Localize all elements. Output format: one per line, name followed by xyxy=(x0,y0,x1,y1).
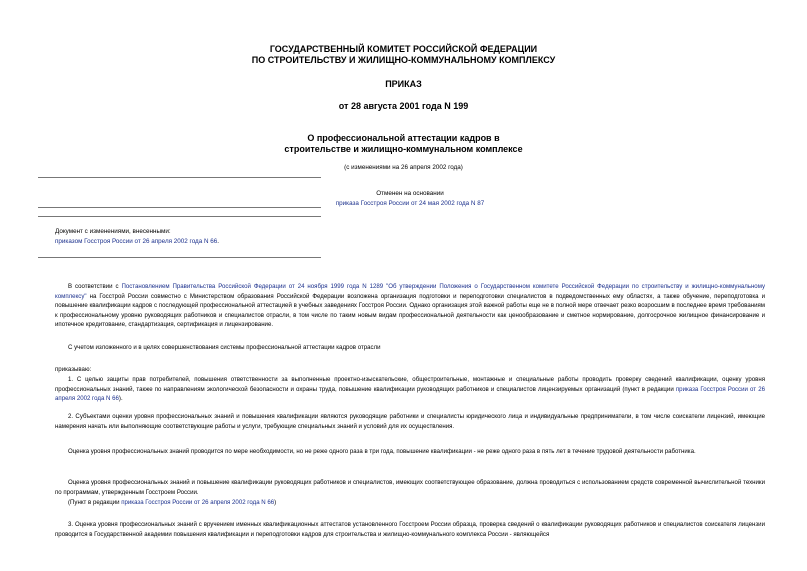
item-2: 2. Субъектами оценки уровня профессиональных знаний и повышения квалификации являются руководящие работники и специалисты юридического лица и индивидуальные предприниматели, в том числе соискатели лицензий, имеющие намерения начать или выполняющие соответствующие работы и услуги, требующие специальных знаний и условий для их осуществления. xyxy=(55,413,765,430)
item-1-text: 1. С целью защиты прав потребителей, повышения ответственности за выполненные проектно-изыскательские, общестроительные, монтажные и специальные работы проводить проверку сведений квалификации, оценку уровня профессиональных знаний, также по направлениям экологической безопасности и охраны труда, повышение квалификации руководящих работников и специалистов лицензируемых организаций (пункт в редакции xyxy=(55,376,765,393)
item-2-method-paragraph: Оценка уровня профессиональных знаний и повышение квалификации руководящих работников и специалистов, имеющих соответствующее образование, должна проводиться с использованием средств современной вычислительной техники по программам, утвержденным Госстроем России. xyxy=(55,479,765,496)
item-1 xyxy=(55,375,765,404)
item-1-end: ). xyxy=(118,395,123,403)
item-2-edit-link[interactable]: приказа Госстроя России от 26 апреля 2002 года N 66 xyxy=(121,499,275,507)
separator-line xyxy=(38,216,321,217)
agency-name-line1: ГОСУДАРСТВЕННЫЙ КОМИТЕТ РОССИЙСКОЙ ФЕДЕРАЦИИ xyxy=(269,44,538,54)
order-word: приказываю: xyxy=(55,366,92,374)
item-2-edit-note xyxy=(55,498,765,508)
intro-text-rest: на Госстрой России совместно с Министерством образования Российской Федерации возложена организация подготовки и переподготовки специалистов в подведомственных ему областях, а также обучение, переподготовка и повышение квалификации кадров с последующей профессиональной аттестацией в учебных заведениях Госстроя России. Однако организация этой важной работы еще не в полной мере отвечает резко возросшим в последнее время требованиям к профессиональному уровню руководящих работников и специалистов отрасли, в том числе по таким новым видам профессиональной деятельности как ценообразование и сметное нормирование, долгосрочное жилищное финансирование и ипотечное кредитование, стандартизация, сертификация и лицензирование. xyxy=(55,292,765,329)
amendments-note: (с изменениями на 26 апреля 2002 года) xyxy=(344,164,463,171)
separator-line xyxy=(38,177,321,178)
agency-name-line2: ПО СТРОИТЕЛЬСТВУ И ЖИЛИЩНО-КОММУНАЛЬНОМУ КОМПЛЕКСУ xyxy=(251,55,556,65)
changes-period: . xyxy=(217,238,220,245)
item-2-frequency-paragraph: Оценка уровня профессиональных знаний проводится по мере необходимости, но не реже одного раза в три года, повышение квалификации - не реже одного раза в пять лет в течение трудовой деятельности работника. xyxy=(68,448,696,456)
separator-line xyxy=(38,207,321,208)
document-subject-line2: строительстве и жилищно-коммунальном комплексе xyxy=(284,144,523,154)
repeal-label: Отменен на основании xyxy=(376,190,444,197)
changes-line xyxy=(55,237,219,246)
edit-note-end: ) xyxy=(274,499,277,507)
document-date-number: от 28 августа 2001 года N 199 xyxy=(338,101,469,111)
intro-text-start: В соответствии с xyxy=(68,283,122,291)
changes-link[interactable]: приказом Госстроя России от 26 апреля 2002 года N 66 xyxy=(55,238,218,245)
separator-line xyxy=(38,257,321,258)
purpose-paragraph: С учетом изложенного и в целях совершенствования системы профессиональной аттестации кадров отрасли xyxy=(68,344,381,352)
document-type: ПРИКАЗ xyxy=(385,79,422,89)
changes-label: Документ с изменениями, внесенными: xyxy=(55,228,171,235)
item-3: 3. Оценка уровня профессиональных знаний с вручением именных квалификационных аттестатов установленного Госстроем России образца, проверка сведений о квалификации руководящих работников и специалистов соискателя лицензии проводится в Государственной академии повышения квалификации и переподготовки кадров для строительства и жилищно-коммунального комплекса России - являющейся xyxy=(55,521,765,538)
document-subject-line1: О профессиональной аттестации кадров в xyxy=(307,133,500,143)
edit-note-start: (Пункт в редакции xyxy=(68,499,122,507)
resolution-link[interactable]: Постановлением Правительства Российской Федерации от 24 ноября 1999 года N 1289 "Об утверждении Положения о Государственном комитете Российской Федерации по строительству и жилищно-коммунальному комплексу" xyxy=(55,283,765,300)
item-1-edit-link[interactable]: приказа Госстроя России от 26 апреля 2002 года N 66 xyxy=(55,385,765,403)
intro-paragraph xyxy=(55,282,765,330)
repeal-link[interactable]: приказа Госстроя России от 24 мая 2002 года N 87 xyxy=(335,200,485,207)
